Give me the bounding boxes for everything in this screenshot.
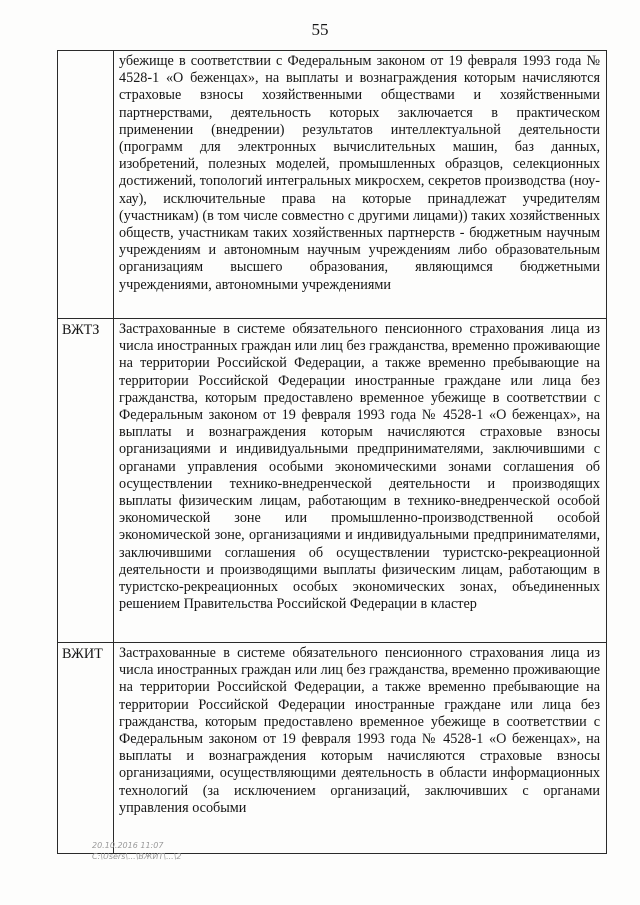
- table-row: [58, 51, 607, 319]
- document-stamp: [92, 840, 181, 862]
- stamp-line: С:\Users\...\ВЖИТ\...\2: [92, 852, 182, 861]
- description-cell: [114, 643, 607, 854]
- description-text: Застрахованные в системе обязательного пенсионного страхования лица из числа иностранных граждан или лиц без гражданства, временно проживающие на территории Российской Федерации, а также временно пребывающие на территории Российской Федерации иностранные граждане или лица без гражданства, которым предоставлено временное убежище в соответствии с Федеральным законом от 19 февраля 1993 года № 4528-1 «О беженцах», на выплаты и вознаграждения которым начисляются страховые взносы организациями, осуществляющими деятельность в области информационных технологий (за исключением организаций, заключивших с органами управления особыми: [119, 645, 600, 816]
- category-codes-table: [57, 50, 607, 854]
- description-text: убежище в соответствии с Федеральным законом от 19 февраля 1993 года № 4528-1 «О беженцах», на выплаты и вознаграждения которым начисляются страховые взносы хозяйственными обществами и хозяйственными партнерствами, деятельность которых заключается в практическом применении (внедрении) результатов интеллектуальной деятельности (программ для электронных вычислительных машин, баз данных, изобретений, полезных моделей, промышленных образцов, селекционных достижений, топологий интегральных микросхем, секретов производства (ноу-хау), исключительные права на которые принадлежат учредителям (участникам) (в том числе совместно с другими лицами)) таких хозяйственных обществ, участникам таких хозяйственных партнерств - бюджетным научным учреждениям и автономным научным учреждениям либо образовательным организациям высшего образования, являющимся бюджетными учреждениями, автономными учреждениями: [119, 53, 600, 293]
- description-text: Застрахованные в системе обязательного пенсионного страхования лица из числа иностранных граждан или лиц без гражданства, временно проживающие на территории Российской Федерации, а также временно пребывающие на территории Российской Федерации иностранные граждане или лица без гражданства, которым предоставлено временное убежище в соответствии с Федеральным законом от 19 февраля 1993 года № 4528-1 «О беженцах», на выплаты и вознаграждения которым начисляются страховые взносы организациями и индивидуальными предпринимателями, заключившими с органами управления особыми экономическими зонами соглашения об осуществлении технико-внедренческой деятельности и производящих выплаты физическим лицам, работающим в технико-внедренческой особой экономической зоне или промышленно-производственной особой экономической зоне, организациями и индивидуальными предпринимателями, заключившими соглашения об осуществлении туристско-рекреационной деятельности и производящими выплаты физическим лицам, работающим в туристско-рекреационных особых экономических зонах, объединенных решением Правительства Российской Федерации в кластер: [119, 321, 600, 613]
- code-cell: [58, 51, 114, 319]
- description-cell: [114, 51, 607, 319]
- table-row: [58, 319, 607, 643]
- description-cell: [114, 319, 607, 643]
- table-row: [58, 643, 607, 854]
- code-cell: ВЖТЗ: [58, 319, 114, 643]
- stamp-line: 20.10.2016 11:07: [92, 841, 164, 850]
- code-cell: ВЖИТ: [58, 643, 114, 854]
- page-number: 55: [311, 20, 329, 39]
